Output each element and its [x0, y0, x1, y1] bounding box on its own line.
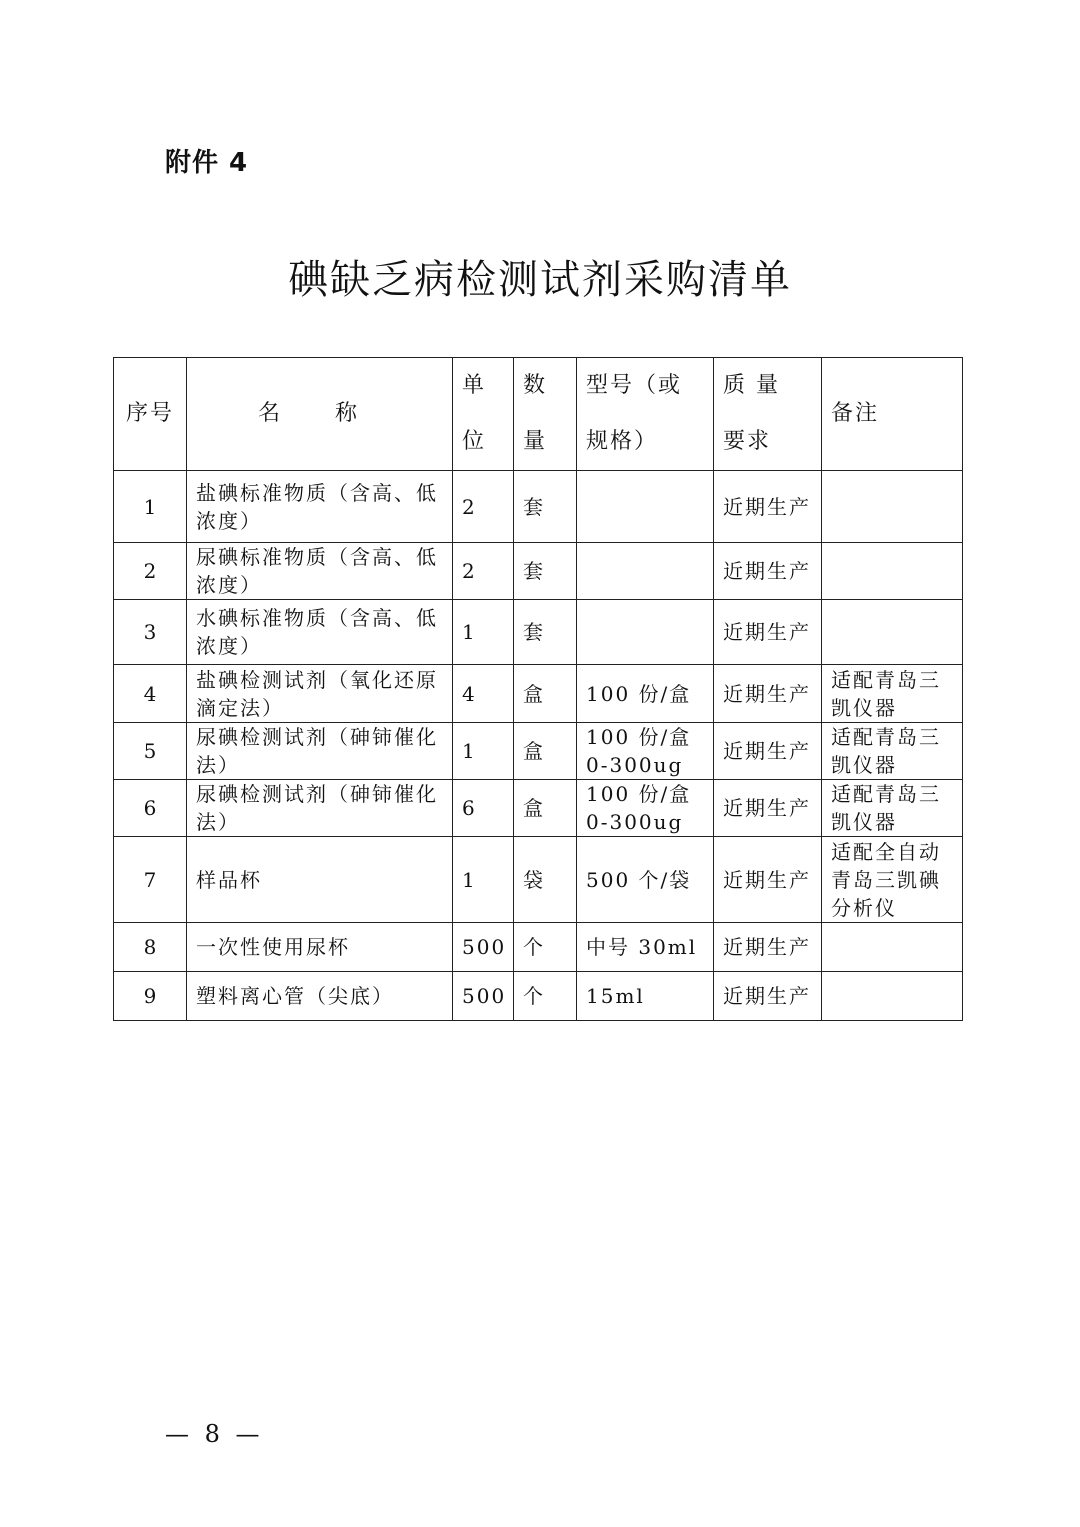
procurement-table: [113, 357, 963, 1021]
cell-name: 尿碘检测试剂（砷铈催化法）: [187, 723, 453, 780]
cell-qty: 套: [514, 600, 577, 665]
table-row: [114, 723, 963, 780]
cell-seq: 1: [114, 471, 187, 543]
cell-unit: 2: [453, 543, 514, 600]
cell-qty: 套: [514, 543, 577, 600]
table-row: [114, 923, 963, 972]
cell-qty: 盒: [514, 665, 577, 723]
cell-name: 一次性使用尿杯: [187, 923, 453, 972]
cell-quality: 近期生产: [714, 543, 822, 600]
cell-name: 样品杯: [187, 837, 453, 923]
cell-quality: 近期生产: [714, 780, 822, 837]
table-row: [114, 543, 963, 600]
page-number: — 8 —: [165, 1420, 264, 1448]
table-row: [114, 471, 963, 543]
table-header-row: [114, 358, 963, 471]
cell-model: 500 个/袋: [577, 837, 714, 923]
cell-unit: 500: [453, 972, 514, 1021]
cell-name: 盐碘检测试剂（氧化还原滴定法）: [187, 665, 453, 723]
cell-remark: [822, 923, 963, 972]
header-remark: 备注: [822, 358, 963, 471]
cell-remark: 适配青岛三凯仪器: [822, 723, 963, 780]
cell-name: 尿碘标准物质（含高、低浓度）: [187, 543, 453, 600]
cell-remark: 适配全自动青岛三凯碘分析仪: [822, 837, 963, 923]
cell-unit: 6: [453, 780, 514, 837]
header-model: 型号（或规格）: [577, 358, 714, 471]
cell-qty: 袋: [514, 837, 577, 923]
header-unit: 单位: [453, 358, 514, 471]
cell-quality: 近期生产: [714, 923, 822, 972]
cell-qty: 套: [514, 471, 577, 543]
cell-seq: 3: [114, 600, 187, 665]
cell-name: 盐碘标准物质（含高、低浓度）: [187, 471, 453, 543]
cell-name: 尿碘检测试剂（砷铈催化法）: [187, 780, 453, 837]
cell-remark: 适配青岛三凯仪器: [822, 665, 963, 723]
cell-model: 中号 30ml: [577, 923, 714, 972]
cell-remark: [822, 972, 963, 1021]
cell-seq: 8: [114, 923, 187, 972]
cell-model: 100 份/盒: [577, 665, 714, 723]
cell-seq: 6: [114, 780, 187, 837]
cell-quality: 近期生产: [714, 837, 822, 923]
cell-qty: 个: [514, 972, 577, 1021]
attachment-label: 附件 4: [165, 148, 249, 178]
cell-name: 水碘标准物质（含高、低浓度）: [187, 600, 453, 665]
cell-qty: 盒: [514, 780, 577, 837]
cell-unit: 2: [453, 471, 514, 543]
cell-remark: [822, 600, 963, 665]
cell-unit: 1: [453, 837, 514, 923]
table-row: [114, 837, 963, 923]
header-qty: 数量: [514, 358, 577, 471]
cell-seq: 4: [114, 665, 187, 723]
cell-unit: 500: [453, 923, 514, 972]
table-row: [114, 600, 963, 665]
cell-model: 100 份/盒 0-300ug: [577, 780, 714, 837]
cell-qty: 个: [514, 923, 577, 972]
cell-remark: 适配青岛三凯仪器: [822, 780, 963, 837]
table-row: [114, 972, 963, 1021]
header-seq: 序号: [114, 358, 187, 471]
header-quality: 质 量 要求: [714, 358, 822, 471]
document-title: 碘缺乏病检测试剂采购清单: [288, 257, 792, 303]
cell-model: [577, 471, 714, 543]
cell-unit: 1: [453, 600, 514, 665]
cell-unit: 1: [453, 723, 514, 780]
cell-unit: 4: [453, 665, 514, 723]
header-name: 名 称: [187, 358, 453, 471]
cell-model: [577, 543, 714, 600]
table-row: [114, 780, 963, 837]
cell-model: 15ml: [577, 972, 714, 1021]
cell-seq: 9: [114, 972, 187, 1021]
cell-qty: 盒: [514, 723, 577, 780]
cell-model: 100 份/盒 0-300ug: [577, 723, 714, 780]
table-row: [114, 665, 963, 723]
cell-remark: [822, 471, 963, 543]
cell-quality: 近期生产: [714, 972, 822, 1021]
cell-model: [577, 600, 714, 665]
cell-seq: 5: [114, 723, 187, 780]
cell-seq: 7: [114, 837, 187, 923]
cell-name: 塑料离心管（尖底）: [187, 972, 453, 1021]
cell-quality: 近期生产: [714, 600, 822, 665]
cell-quality: 近期生产: [714, 723, 822, 780]
cell-quality: 近期生产: [714, 665, 822, 723]
cell-seq: 2: [114, 543, 187, 600]
cell-quality: 近期生产: [714, 471, 822, 543]
cell-remark: [822, 543, 963, 600]
